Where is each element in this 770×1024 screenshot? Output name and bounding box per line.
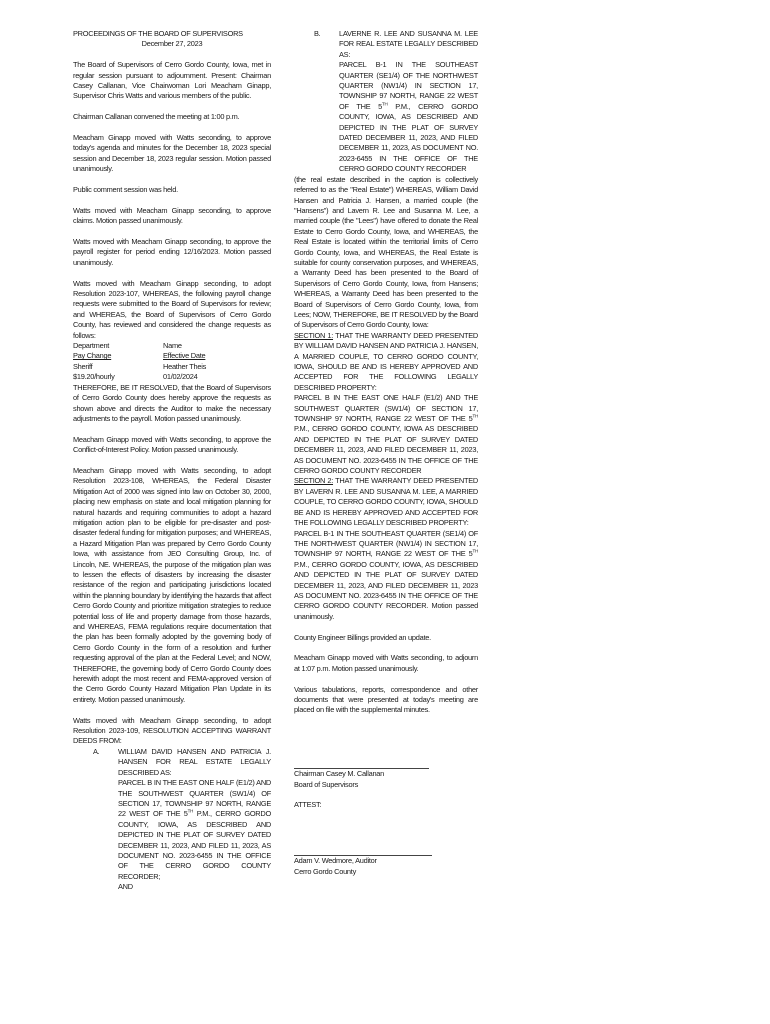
payroll-change-table bbox=[73, 341, 271, 383]
col-header-effective-date: Effective Date bbox=[163, 351, 206, 361]
paragraph-convened: Chairman Callanan convened the meeting at 1:00 p.m. bbox=[73, 112, 240, 122]
item-b-heading: LAVERNE R. LEE AND SUSANNA M. LEE FOR REAL ESTATE LEGALLY DESCRIBED AS: bbox=[339, 29, 478, 59]
item-a-and: AND bbox=[118, 882, 133, 892]
item-a-label: A. bbox=[93, 746, 100, 756]
paragraph-agenda-motion: Meacham Ginapp moved with Watts seconding, to approve today's agenda and minutes for the December 18, 2023 special session and December 18, 2023 regular session. Motion passed unanimously. bbox=[73, 133, 271, 174]
section-2-parcel-text: PARCEL B-1 IN THE SOUTHEAST QUARTER (SE1/4) OF THE NORTHWEST QUARTER (NW1/4) IN SECTION 17, TOWNSHIP 97 NORTH, RANGE 22 WEST OF THE 5 bbox=[294, 528, 478, 559]
section-1-text: THAT THE WARRANTY DEED PRESENTED BY WILLIAM DAVID HANSEN AND PATRICIA J. HANSEN, A MARRIED COUPLE, TO CERRO GORDO COUNTY, IOWA, SHOULD BE AND IS HEREBY APPROVED AND ACCEPTED FOR THE FOLLOWING LEGALLY DESCRIBED PROPERTY: bbox=[294, 330, 478, 392]
meeting-date: December 27, 2023 bbox=[141, 39, 203, 49]
deed-item-b bbox=[294, 29, 478, 60]
col-header-pay-change: Pay Change bbox=[73, 351, 112, 361]
paragraph-real-estate-whereas: (the real estate described in the caption is collectively referred to as the "Real Estate") WHEREAS, William David Hansen and Patricia J. Hansen, a married couple (the "Hansens") and Lavern R. Lee and Susanna M. Lee, a married couple (the "Lees") have offered to donate the Real Estate to Cerro Gordo County, Iowa, and WHEREAS, the Real Estate is located within the territorial limits of Cerro Gordo County, Iowa, and WHEREAS, the Real Estate is suitable for county conservation purposes, and WHEREAS, a Warranty Deed has been presented to the Board of Supervisors of Cerro Gordo County, Iowa, from Hansens; WHEREAS, a Warranty Deed has been presented to the Board of Supervisors of Cerro Gordo County, Iowa, from Lees; NOW, THEREFORE, BE IT RESOLVED by the Board of Supervisors of Cerro Gordo County, Iowa: bbox=[294, 174, 478, 330]
col-header-department: Department bbox=[73, 341, 110, 351]
paragraph-resolution-107-therefore: THEREFORE, BE IT RESOLVED, that the Board of Supervisors of Cerro Gordo County does hereby approve the requests as shown above and directs the Auditor to make the necessary adjustments to the payroll. Motion passed unanimously. bbox=[73, 382, 271, 423]
cell-effective-date: 01/02/2024 bbox=[163, 372, 198, 382]
paragraph-claims-motion: Watts moved with Meacham Ginapp seconding, to approve claims. Motion passed unanimously. bbox=[73, 205, 271, 226]
signature-chairman-title: Board of Supervisors bbox=[294, 779, 359, 789]
section-1-parcel-text: PARCEL B IN THE EAST ONE HALF (E1/2) AND THE SOUTHWEST QUARTER (SW1/4) OF SECTION 17, TOWNSHIP 97 NORTH, RANGE 22 WEST OF THE 5 bbox=[294, 393, 478, 424]
section-2-text: THAT THE WARRANTY DEED PRESENTED BY LAVERN R. LEE AND SUSANNA M. LEE, A MARRIED COUPLE, TO CERRO GORDO COUNTY, IOWA, SHOULD BE AND IS HEREBY APPROVED AND ACCEPTED FOR THE FOLLOWING LEGALLY DESCRIBED PROPERTY: bbox=[294, 476, 478, 528]
attest-label: ATTEST: bbox=[294, 800, 322, 810]
paragraph-resolution-108: Meacham Ginapp moved with Watts seconding, to adopt Resolution 2023-108, WHEREAS, the Federal Disaster Mitigation Act of 2000 was signed into law on October 30, 2000, placing new emphasis on state and local mitigation planning for natural hazards and requiring communities to adopt a hazard mitigation action plan to be eligible for pre-disaster and post-disaster federal funding for mitigation purposes; and WHEREAS, a Hazard Mitigation Plan was prepared by Cerro Gordo County Iowa, with assistance from JEO Consulting Group, Inc. of Lincoln, NE. WHEREAS, the purpose of the mitigation plan was to lessen the effects of disasters by increasing the disaster resistance of the region and participating jurisdictions located within the planning boundary by identifying the hazards that affect Cerro Gordo County and prioritize mitigation strategies to reduce potential loss of life and property damage from those hazards, and WHEREAS, FEMA regulations require documentation that the plan has been formally adopted by the governing body of Cerro Gordo County in the form of a resolution and further requesting approval of the plan at the Federal Level; and NOW, THEREFORE, the governing body of Cerro Gordo County does herewith adopt the most recent and FEMA-approved version of the Cerro Gordo County Hazard Mitigation Plan Update in its entirety. Motion passed unanimously. bbox=[73, 465, 271, 704]
section-2-superscript: TH bbox=[472, 548, 478, 554]
item-b-parcel-text: PARCEL B-1 IN THE SOUTHEAST QUARTER (SE1/4) OF THE NORTHWEST QUARTER (NW1/4) IN SECTION 17, TOWNSHIP 97 NORTH, RANGE 22 WEST OF THE 5 bbox=[339, 60, 478, 111]
item-a-parcel-text-cont: P.M., CERRO GORDO COUNTY, IOWA, AS DESCRIBED AND DEPICTED IN THE PLAT OF SURVEY DATED DECEMBER 11, 2023, AND FILED 11, 2023, AS DOCUMENT NO. 2023-6455 IN THE OFFICE OF THE CERRO GORDO COUNTY RECORDER; bbox=[118, 809, 271, 881]
paragraph-conflict-policy: Meacham Ginapp moved with Watts seconding, to approve the Conflict-of-Interest Policy. Motion passed unanimously. bbox=[73, 434, 271, 455]
paragraph-public-comment: Public comment session was held. bbox=[73, 185, 178, 195]
item-a-heading: WILLIAM DAVID HANSEN AND PATRICIA J. HANSEN FOR REAL ESTATE LEGALLY DESCRIBED AS: bbox=[118, 746, 271, 777]
paragraph-tabulations: Various tabulations, reports, correspondence and other documents that were presented at today's meeting are placed on file with the supplemental minutes. bbox=[294, 684, 478, 715]
item-a-parcel bbox=[73, 778, 271, 882]
section-1-superscript: TH bbox=[472, 413, 478, 419]
item-a-superscript: TH bbox=[187, 808, 194, 814]
paragraph-opening: The Board of Supervisors of Cerro Gordo County, Iowa, met in regular session pursuant to adjournment. Present: Chairman Casey Callanan, Vice Chairwoman Lori Meacham Ginapp, Supervisor Chris Watts and various members of the public. bbox=[73, 60, 271, 101]
section-1 bbox=[294, 331, 478, 393]
section-1-label: SECTION 1: bbox=[294, 330, 334, 340]
signature-auditor-title: Cerro Gordo County bbox=[294, 866, 357, 876]
signature-auditor-name: Adam V. Wedmore, Auditor bbox=[294, 856, 377, 866]
left-column bbox=[73, 29, 271, 893]
section-2 bbox=[294, 476, 478, 528]
section-2-parcel bbox=[294, 529, 478, 623]
paragraph-payroll-register: Watts moved with Meacham Ginapp seconding, to approve the payroll register for period ending 12/16/2023. Motion passed unanimously. bbox=[73, 237, 271, 267]
section-1-parcel-text-cont: P.M., CERRO GORDO COUNTY, IOWA AS DESCRIBED AND DEPICTED IN THE PLAT OF SURVEY DATED DECEMBER 11, 2023, AND FILED DECEMBER 11, 2023, AS DOCUMENT NO. 2023-6455 IN THE OFFICE OF THE CERRO GORDO COUNTY RECORDER bbox=[294, 424, 478, 476]
signature-chairman-name: Chairman Casey M. Callanan bbox=[294, 769, 385, 779]
paragraph-resolution-107: Watts moved with Meacham Ginapp seconding, to adopt Resolution 2023-107, WHEREAS, the following payroll change requests were submitted to the Board of Supervisors for review; and WHEREAS, the Board of Supervisors of Cerro Gordo County, has reviewed and considered the change requests as follows: bbox=[73, 278, 271, 340]
cell-name: Heather Theis bbox=[163, 361, 207, 371]
item-b-parcel-text-cont: P.M., CERRO GORDO COUNTY, IOWA, AS DESCRIBED AND DEPICTED IN THE PLAT OF SURVEY DATED DECEMBER 11, 2023, AND FILED DECEMBER 11, 2023, AS DOCUMENT NO. 2023-6455 IN THE OFFICE OF THE CERRO GORDO COUNTY RECORDER bbox=[339, 101, 478, 174]
col-header-name: Name bbox=[163, 341, 182, 351]
section-1-parcel bbox=[294, 393, 478, 476]
paragraph-engineer-update: County Engineer Billings provided an update. bbox=[294, 632, 431, 642]
document-title: PROCEEDINGS OF THE BOARD OF SUPERVISORS bbox=[73, 29, 243, 38]
cell-department: Sheriff bbox=[73, 361, 93, 371]
cell-pay-rate: $19.20/hourly bbox=[73, 372, 115, 382]
right-column bbox=[294, 29, 478, 877]
paragraph-resolution-109: Watts moved with Meacham Ginapp seconding, to adopt Resolution 2023-109, RESOLUTION ACCEPTING WARRANT DEEDS FROM: bbox=[73, 715, 271, 746]
item-b-superscript: TH bbox=[382, 101, 388, 107]
section-2-parcel-text-cont: P.M., CERRO GORDO COUNTY, IOWA, AS DESCRIBED AND DEPICTED IN THE PLAT OF SURVEY DATED DECEMBER 11, 2023, AND FILED DECEMBER 11, 2023 AS DOCUMENT NO. 2023-6455 IN THE OFFICE OF THE CERRO GORDO COUNTY RECORDER. Motion passed unanimously. bbox=[294, 559, 478, 621]
paragraph-adjourn: Meacham Ginapp moved with Watts seconding, to adjourn at 1:07 p.m. Motion passed unanimously. bbox=[294, 653, 478, 673]
section-2-label: SECTION 2: bbox=[294, 476, 334, 486]
item-a-parcel-text: PARCEL B IN THE EAST ONE HALF (E1/2) AND THE SOUTHWEST QUARTER (SW1/4) OF SECTION 17, TOWNSHIP 97 NORTH, RANGE 22 WEST OF THE 5 bbox=[118, 778, 271, 819]
item-b-label: B. bbox=[314, 29, 321, 38]
deed-item-a bbox=[73, 747, 271, 778]
item-b-parcel bbox=[294, 60, 478, 174]
